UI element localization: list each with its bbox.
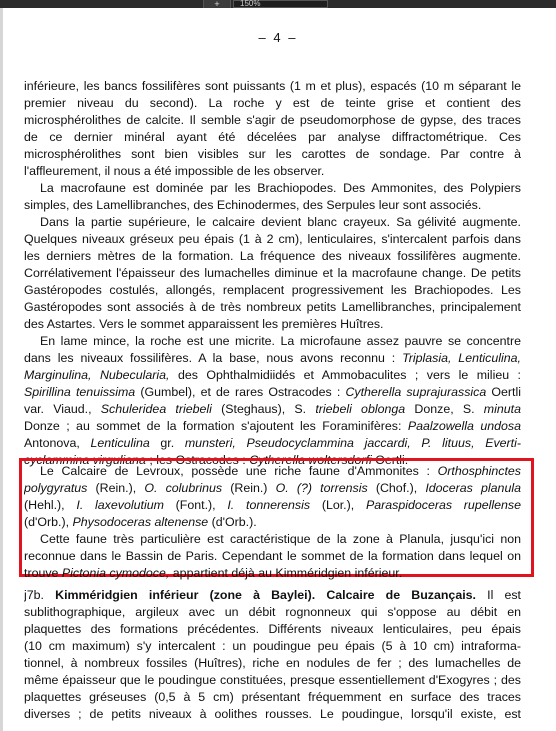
taxon-name: minuta (483, 402, 521, 416)
text-line: microsphérolithes de calcite. Il semble s'agir de pseudomorphose de gypse, des traces (24, 113, 521, 127)
text-line (24, 480, 521, 497)
text-line: sublithographique, argileux avec un débit rognonneux qui s'oppose au débit en (24, 605, 521, 619)
text-line: tionnel, à nombreux fossiles (Huîtres), riche en nodules de fer ; des lumachelles de (24, 656, 521, 670)
taxon-name: O. (?) torrensis (275, 481, 368, 495)
text-run: (Hehl.), (24, 498, 77, 512)
taxon-name: Cytherella suprajurassica (345, 385, 487, 399)
text-run: (Steghaus), S. (211, 402, 316, 416)
zoom-level-field[interactable]: 150% (233, 0, 328, 8)
text-line: La macrofaune est dominée par les Brachiopodes. Des Ammonites, des Polypiers (40, 181, 521, 195)
text-line (24, 418, 521, 435)
text-line: l'affleurement, il nous a été impossible de les observer. (24, 164, 325, 178)
taxon-name: Paalzowella undosa (407, 419, 521, 433)
text-line: Dans la partie supérieure, le calcaire devient blanc crayeux. Sa gélivité augmente. (40, 215, 521, 229)
text-run: Donze ; au sommet de la formation s'ajoutent les Foraminifères: (24, 419, 408, 433)
text-line: Gastéropodes sont associés à de très nombreux petits Lamellibranches, principalement (24, 300, 521, 314)
text-line (24, 350, 521, 367)
page-number: – 4 – (258, 30, 298, 45)
text-run: var. Viaud., (24, 402, 101, 416)
text-line (24, 367, 521, 384)
text-line (24, 565, 521, 582)
text-line: Quelques niveaux gréseux peu épais (1 à 2 cm), lenticulaires, s'intercalent parfois dans (24, 232, 521, 246)
text-line (24, 463, 521, 480)
taxon-name: polygyratus (24, 481, 88, 495)
text-run: (d'Orb.), (24, 515, 73, 529)
text-line: diverses ; de petits niveaux à oolithes rousses. Le poudingue, lorsqu'il existe, est (24, 707, 521, 721)
text-line: des Astartes. Vers le sommet apparaissent les premières Huîtres. (24, 317, 384, 331)
taxon-name: cyclammina virguliana (24, 453, 146, 467)
text-run: (Gumbel), et de rares Ostracodes : (135, 385, 346, 399)
text-run: Le Calcaire de Levroux, possède une riche faune d'Ammonites : (40, 464, 438, 478)
text-run: (Rein.), (87, 481, 145, 495)
taxon-name: munsteri, Pseudocyclammina jaccardi, P. lituus, Everti- (184, 436, 521, 450)
taxon-name: Paraspidoceras rupellense (365, 498, 521, 512)
text-run: (Chof.), (367, 481, 426, 495)
text-run: Oertli (486, 385, 521, 399)
text-run: Donze, S. (405, 402, 484, 416)
taxon-name: Lenticulina (90, 436, 150, 450)
text-line: inférieure, les bancs fossilifères sont puissants (1 m et plus), espacés (10 m séparant le (24, 79, 521, 93)
taxon-name: Idoceras planula (425, 481, 521, 495)
text-run: (Lor.), (310, 498, 366, 512)
text-line (24, 384, 521, 401)
text-run: Oertli. (371, 453, 409, 467)
stratigraphic-code: j7b. (24, 588, 44, 602)
text-run: (Font.), (163, 498, 228, 512)
text-line: (10 cm maximum) s'y intercalent : un poudingue peu épais (5 à 10 cm) intraforma- (24, 639, 521, 653)
text-line: premier niveau du second). La roche y est de teinte grise et contient des (24, 96, 521, 110)
taxon-name: Schuleridea triebeli (100, 402, 212, 416)
text-line: reconnue dans le Bassin de Paris. Cependant le sommet de la formation dans lequel on (24, 549, 521, 563)
text-run: ; les Ostracodes : (145, 453, 250, 467)
text-line: Corrélativement l'épaisseur des lumachelles diminue et la macrofaune change. De petits (24, 266, 521, 280)
text-run: (Rein.) (222, 481, 276, 495)
text-line (24, 497, 521, 514)
text-run: trouve (24, 566, 62, 580)
taxon-name: Pictonia cymodoce, (61, 566, 170, 580)
text-line: Cette faune très particulière est caractéristique de la zone à Planula, jusqu'ici non (40, 532, 521, 546)
text-run: (d'Orb.). (208, 515, 257, 529)
text-run: des Ophthalmidiidés et Ammobaculites ; vers le milieu : (169, 368, 521, 382)
taxon-name: O. colubrinus (144, 481, 223, 495)
text-run: appartient déjà au Kimméridgien inférieur. (169, 566, 403, 580)
section-heading: Kimméridgien inférieur (zone à Baylei). Calcaire de Buzançais. (43, 588, 476, 602)
text-run: dans les niveaux fossilifères. A la base, nous avons reconnu : (24, 351, 403, 365)
page-left-edge (0, 8, 3, 731)
text-line: de ce dernier minéral ayant été décelées par analyse diffractométrique. Ces (24, 130, 521, 144)
text-line (24, 514, 521, 531)
text-line (24, 435, 521, 452)
viewer-toolbar (0, 0, 556, 8)
taxon-name: Physodoceras altenense (72, 515, 209, 529)
taxon-name: Cytherella woltersdorfi (249, 453, 372, 467)
text-line: plaquettes des formations précédentes. Différents niveaux lenticulaires, peu épais (24, 622, 521, 636)
text-line (24, 401, 521, 418)
taxon-name: Orthosphinctes (437, 464, 521, 478)
text-run: Il est (476, 588, 521, 602)
text-line: les derniers mètres de la formation. La fréquence des niveaux fossilifères augmente. (24, 249, 521, 263)
text-line: même épaisseur que le poudingue constituées, presque essentiellement d'Exogyres ; des (24, 673, 521, 687)
text-line: Gastéropodes costulés, allongés, remplacent progressivement les Brachiopodes. Les (24, 283, 521, 297)
taxon-name: I. tonnerensis (227, 498, 311, 512)
text-line: simples, des Lamellibranches, des Echinodermes, des Serpules leur sont associés. (24, 198, 482, 212)
text-line: En lame mince, la roche est une micrite. La microfaune assez pauvre se concentre (40, 334, 521, 348)
text-run: Antonova, (24, 436, 91, 450)
text-line: plaquettes gréseuses (0,5 à 5 cm) présentant fréquemment en surface des traces (24, 690, 521, 704)
taxon-name: Spirillina tenuissima (24, 385, 136, 399)
taxon-name: I. laxevolutium (76, 498, 164, 512)
text-run: gr. (149, 436, 185, 450)
text-line: microsphérolithes sont bien visibles sur les carottes de sondage. Par contre à (24, 147, 521, 161)
taxon-name: triebeli oblonga (315, 402, 406, 416)
section-heading-line (24, 587, 521, 604)
zoom-in-button[interactable]: + (203, 0, 231, 8)
taxon-name: Marginulina, Nubecularia, (24, 368, 170, 382)
taxon-name: Triplasia, Lenticulina, (402, 351, 521, 365)
